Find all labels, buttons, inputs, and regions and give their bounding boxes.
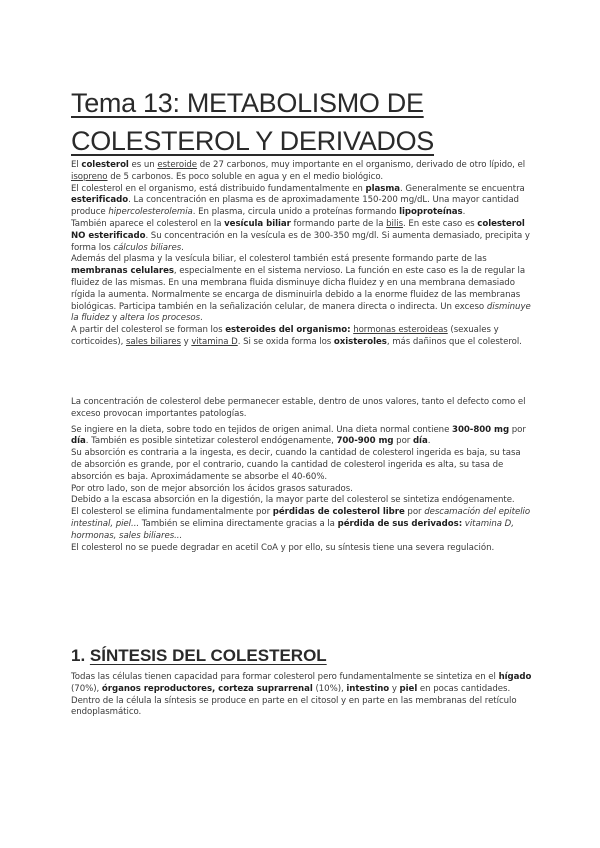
paragraph-plasma: El colesterol en el organismo, está distribuido fundamentalmente en plasma. Generalmente se encuentra esterificado. La concentración en plasma es de aproximadamente 150-200 mg/dL. Una mayor cantidad produce hipercolesterolemia. En plasma, circula unido a proteínas formando lipoproteínas. [71,183,525,218]
paragraph-acidos-grasos: Por otro lado, son de mejor absorción los ácidos grasos saturados. [71,483,353,494]
paragraph-eliminacion: El colesterol se elimina fundamentalmente por pérdidas de colesterol libre por descamación del epitelio intestinal, piel... También se elimina directamente gracias a la pérdida de sus derivados: vitamina D, hormonas, sales biliares... [71,507,531,541]
paragraph-organos: Todas las células tienen capacidad para formar colesterol pero fundamentalmente se sintetiza en el hígado (70%), órganos reproductores, corteza suprarrenal (10%), intestino y piel en pocas cantidades. [71,672,532,694]
paragraph-esteroides: A partir del colesterol se forman los esteroides del organismo: hormonas esteroideas (sexuales y corticoides), sales biliares y vitamina D. Si se oxida forma los oxisteroles, más dañinos que el colesterol. [71,325,522,347]
sintesis-section [71,672,533,719]
paragraph-dieta: Se ingiere en la dieta, sobre todo en tejidos de origen animal. Una dieta normal contiene 300-800 mg por día. También es posible sintetizar colesterol endógenamente, 700-900 mg por día. [71,424,526,447]
paragraph-vesicula-biliar: También aparece el colesterol en la vesícula biliar formando parte de la bilis. En este caso es colesterol NO esterificado. Su concentración en la vesícula es de 300-350 mg/dl. Si aumenta demasiado, precipita y forma los cálculos biliares. [71,218,530,253]
page-title-line-2: COLESTEROL Y DERIVADOS [71,126,435,157]
paragraph-digestion: Debido a la escasa absorción en la digestión, la mayor parte del colesterol se sintetiza endógenamente. [71,495,515,506]
page-title-line-1: Tema 13: METABOLISMO DE [71,88,424,119]
section-heading-sintesis: 1. SÍNTESIS DEL COLESTEROL [71,646,327,666]
paragraph-concentracion: La concentración de colesterol debe permanecer estable, dentro de unos valores, tanto el defecto como el exceso provocan importantes patologías. [71,397,526,419]
concentracion-section [71,397,533,554]
paragraph-membranas: Además del plasma y la vesícula biliar, el colesterol también está presente formando parte de las membranas celulares, especialmente en el sistema nervioso. La función en este caso es la de regular la fluidez de las mismas. En una membrana fluida disminuye dicha fluidez y en una membrana demasiado rígida la aumenta. Normalmente se encarga de disminuirla debido a la enorme fluidez de las membranas biológicas. Participa también en la señalización celular, de manera directa o indirecta. Un exceso disminuye la fluidez y altera los procesos. [71,254,531,324]
paragraph-regulacion: El colesterol no se puede degradar en acetil CoA y por ello, su síntesis tiene una severa regulación. [71,542,495,553]
paragraph-localizacion-celular: Dentro de la célula la síntesis se produce en parte en el citosol y en parte en las membranas del retículo endoplasmático. [71,695,517,718]
paragraph-absorcion: Su absorción es contraria a la ingesta, es decir, cuando la cantidad de colesterol ingerida es baja, su tasa de absorción es grande, por el contrario, cuando la cantidad de colesterol ingerida es alta, su tasa de absorción es baja. Aproximádamente se absorbe el 40-60%. [71,448,521,482]
paragraph-colesterol-definition: El colesterol es un esteroide de 27 carbonos, muy importante en el organismo, derivado de otro lípido, el isopreno de 5 carbonos. Es poco soluble en agua y en el medio biológico. [71,160,526,182]
intro-section [71,160,533,349]
